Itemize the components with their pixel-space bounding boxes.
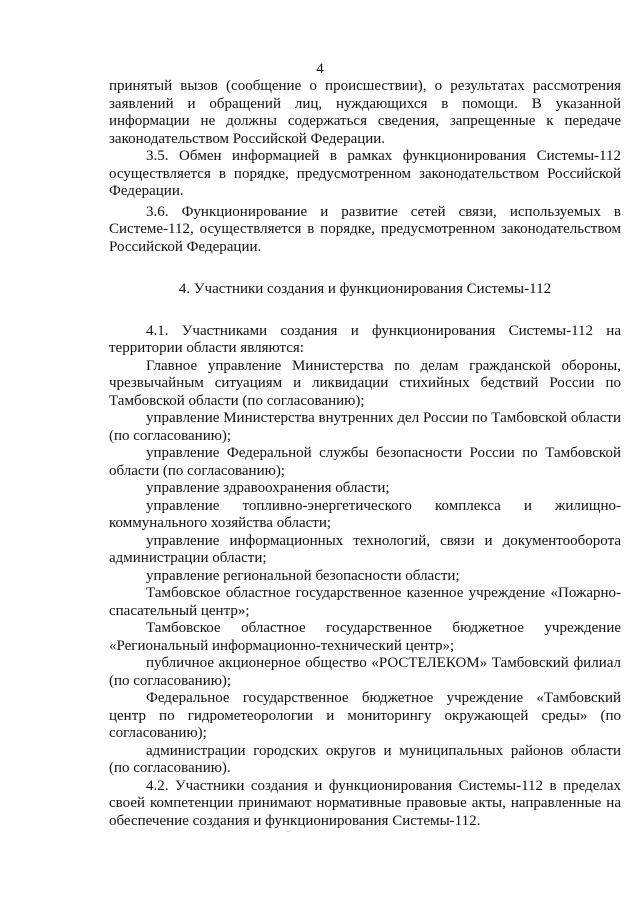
participant-list-item: управление Федеральной службы безопасности России по Тамбовской области (по согласованию); (109, 445, 621, 479)
item-4-1-intro: 4.1. Участниками создания и функционирования Системы-112 на территории области являются: (109, 322, 621, 356)
participant-list-item: Федеральное государственное бюджетное учреждение «Тамбовский центр по гидрометеорологии и мониторингу окружающей среды» (по согласованию); (109, 690, 621, 741)
section-3-continuation: принятый вызов (сообщение о происшествии), о результатах рассмотрения заявлений и обращений лиц, нуждающихся в помощи. В указанной информации не должны содержаться сведения, запрещенные к передаче законодательством Российской Федерации. (109, 78, 621, 147)
participant-list-item: Тамбовское областное государственное казенное учреждение «Пожарно-спасательный центр»; (109, 585, 621, 619)
item-3-6: 3.6. Функционирование и развитие сетей связи, используемых в Системе-112, осуществляется в порядке, предусмотренном законодательством Российской Федерации. (109, 203, 621, 255)
participant-list-item: Тамбовское областное государственное бюджетное учреждение «Региональный информационно-технический центр»; (109, 620, 621, 654)
scan-mark (287, 831, 290, 832)
participant-list-item: управление Министерства внутренних дел России по Тамбовской области (по согласованию); (109, 410, 621, 444)
participant-list-item: управление информационных технологий, связи и документооборота администрации области; (109, 532, 621, 566)
document-body (109, 78, 621, 830)
participant-list-item: управление региональной безопасности области; (146, 567, 460, 584)
participant-list-item: управление топливно-энергетического комплекса и жилищно-коммунального хозяйства области; (109, 497, 621, 531)
participant-list-item: публичное акционерное общество «РОСТЕЛЕКОМ» Тамбовский филиал (по согласованию); (109, 655, 621, 689)
item-4-2: 4.2. Участники создания и функционирования Системы-112 в пределах своей компетенции принимают нормативные правовые акты, направленные на обеспечение создания и функционирования Системы-112. (109, 777, 621, 829)
item-3-5: 3.5. Обмен информацией в рамках функционирования Системы-112 осуществляется в порядке, предусмотренном законодательством Российской Федерации. (109, 148, 621, 199)
page-number: 4 (316, 61, 324, 77)
participant-list-item: Главное управление Министерства по делам гражданской обороны, чрезвычайным ситуациям и ликвидации стихийных бедствий России по Тамбовской области (по согласованию); (109, 357, 621, 409)
participant-list-item: управление здравоохранения области; (146, 480, 390, 496)
participant-list-item: администрации городских округов и муниципальных районов области (по согласованию). (109, 742, 621, 776)
section-4-heading: 4. Участники создания и функционирования Системы-112 (178, 281, 552, 297)
